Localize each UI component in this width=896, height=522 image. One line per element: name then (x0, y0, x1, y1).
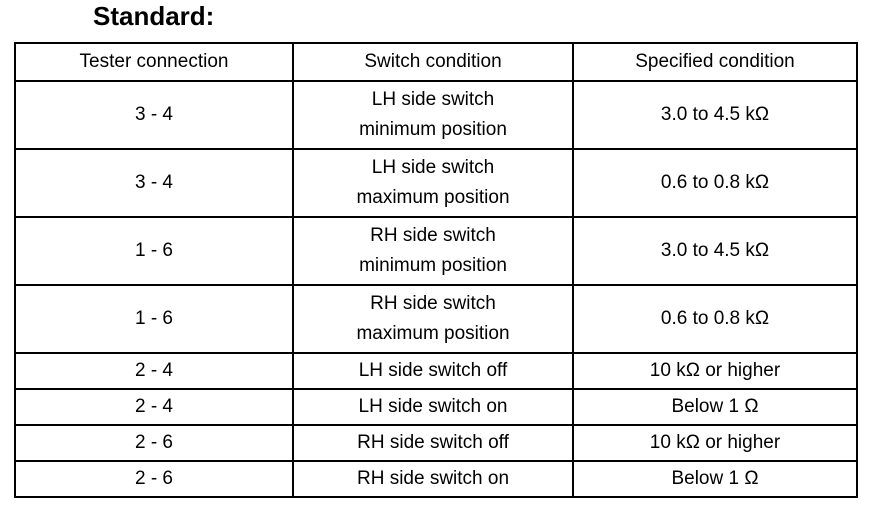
table-row (15, 149, 857, 217)
specified-condition-cell: 3.0 to 4.5 kΩ (573, 81, 857, 149)
tester-connection-cell: 2 - 4 (15, 389, 293, 425)
switch-condition-cell (293, 217, 573, 285)
tester-connection-cell: 2 - 6 (15, 425, 293, 461)
specified-condition-cell: 3.0 to 4.5 kΩ (573, 217, 857, 285)
switch-condition-cell (293, 285, 573, 353)
tester-connection-cell: 3 - 4 (15, 81, 293, 149)
standard-spec-table (14, 42, 858, 498)
header-switch-condition: Switch condition (293, 43, 573, 81)
switch-condition-cell: LH side switch off (293, 353, 573, 389)
switch-condition-cell: LH side switch on (293, 389, 573, 425)
switch-condition-line: maximum position (356, 323, 510, 344)
switch-condition-line: LH side switch (371, 157, 495, 178)
switch-condition-line: LH side switch (371, 89, 495, 110)
specified-condition-cell: 10 kΩ or higher (573, 425, 857, 461)
specified-condition-cell: 10 kΩ or higher (573, 353, 857, 389)
switch-condition-cell (293, 81, 573, 149)
table-row (15, 353, 857, 389)
table-header-row (15, 43, 857, 81)
specified-condition-cell: Below 1 Ω (573, 461, 857, 497)
switch-condition-line: minimum position (359, 119, 507, 140)
switch-condition-line: RH side switch (370, 293, 496, 314)
header-tester-connection: Tester connection (15, 43, 293, 81)
switch-condition-line: RH side switch (370, 225, 496, 246)
table-row (15, 285, 857, 353)
tester-connection-cell: 1 - 6 (15, 285, 293, 353)
switch-condition-line: minimum position (359, 255, 507, 276)
switch-condition-cell: RH side switch off (293, 425, 573, 461)
table-row (15, 425, 857, 461)
switch-condition-cell: RH side switch on (293, 461, 573, 497)
specified-condition-cell: Below 1 Ω (573, 389, 857, 425)
table-row (15, 389, 857, 425)
table-row (15, 461, 857, 497)
tester-connection-cell: 3 - 4 (15, 149, 293, 217)
tester-connection-cell: 2 - 6 (15, 461, 293, 497)
table-row (15, 81, 857, 149)
specified-condition-cell: 0.6 to 0.8 kΩ (573, 149, 857, 217)
section-title: Standard: (93, 1, 215, 31)
table-row (15, 217, 857, 285)
header-specified-condition: Specified condition (573, 43, 857, 81)
tester-connection-cell: 2 - 4 (15, 353, 293, 389)
specified-condition-cell: 0.6 to 0.8 kΩ (573, 285, 857, 353)
switch-condition-cell (293, 149, 573, 217)
switch-condition-line: maximum position (356, 187, 510, 208)
tester-connection-cell: 1 - 6 (15, 217, 293, 285)
